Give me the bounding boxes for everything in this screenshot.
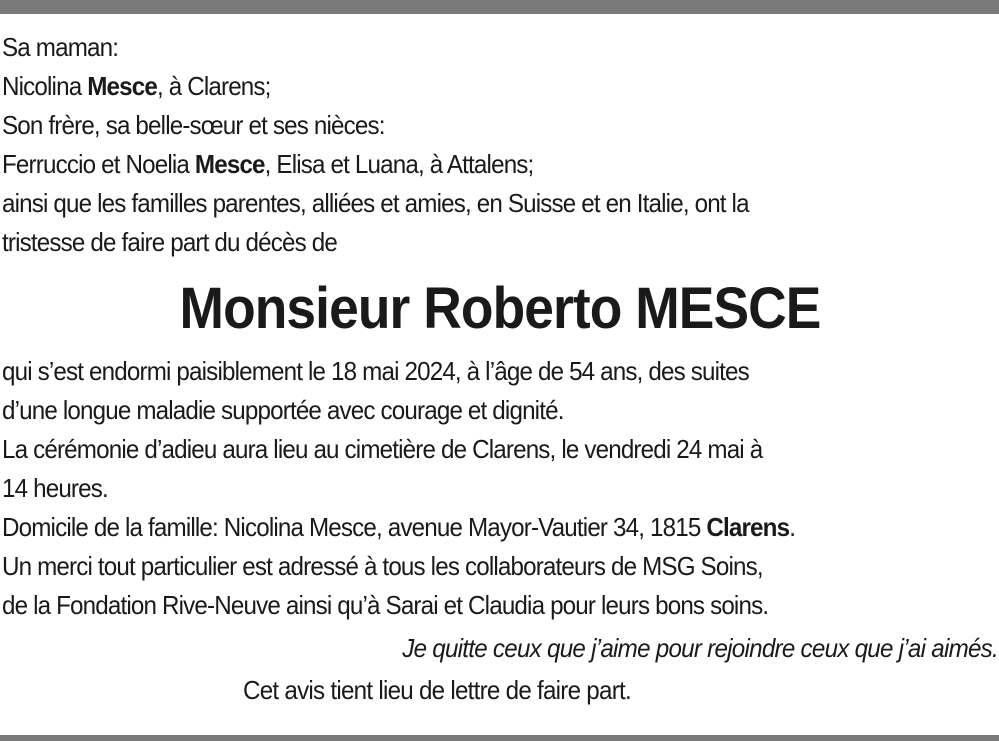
mother-surname: Mesce: [87, 71, 157, 101]
siblings-surname: Mesce: [194, 149, 265, 179]
ceremony-line-1: La cérémonie d’adieu aura lieu au cimetière de Clarens, le vendredi 24 mai à: [2, 434, 763, 464]
bottom-rule: [0, 735, 999, 741]
closing-note: Cet avis tient lieu de lettre de faire part.: [243, 675, 631, 705]
siblings-given-names: Ferruccio et Noelia: [2, 149, 190, 179]
thanks-line-2: de la Fondation Rive-Neuve ainsi qu’à Sarai et Claudia pour leurs bons soins.: [2, 590, 769, 620]
domicile-town: Clarens: [706, 512, 790, 542]
obituary-notice: [2, 28, 998, 711]
siblings-line: [2, 145, 928, 184]
farewell-quote: Je quitte ceux que j’aime pour rejoindre ceux que j’ai aimés.: [402, 633, 998, 663]
mother-given-name: Nicolina: [2, 71, 82, 101]
mother-line: [2, 67, 928, 106]
thanks-line-1: Un merci tout particulier est adressé à tous les collaborateurs de MSG Soins,: [2, 551, 763, 581]
domicile-end: .: [789, 512, 796, 542]
top-rule: [0, 0, 999, 14]
death-line-2: d’une longue maladie supportée avec courage et dignité.: [2, 395, 564, 425]
mother-place: , à Clarens;: [156, 71, 271, 101]
families-line-1: ainsi que les familles parentes, alliées et amies, en Suisse et en Italie, ont la: [2, 188, 749, 218]
families-line-2: tristesse de faire part du décès de: [2, 227, 337, 257]
deceased-name: Monsieur Roberto MESCE: [179, 276, 821, 341]
siblings-rest: , Elisa et Luana, à Attalens;: [264, 149, 534, 179]
domicile-text: Domicile de la famille: Nicolina Mesce, avenue Mayor-Vautier 34, 1815: [2, 512, 707, 542]
domicile-line: [2, 508, 928, 547]
mother-intro: Sa maman:: [2, 32, 119, 62]
siblings-intro: Son frère, sa belle-sœur et ses nièces:: [2, 110, 385, 140]
ceremony-line-2: 14 heures.: [2, 473, 108, 503]
death-line-1: qui s’est endormi paisiblement le 18 mai 2024, à l’âge de 54 ans, des suites: [2, 356, 749, 386]
